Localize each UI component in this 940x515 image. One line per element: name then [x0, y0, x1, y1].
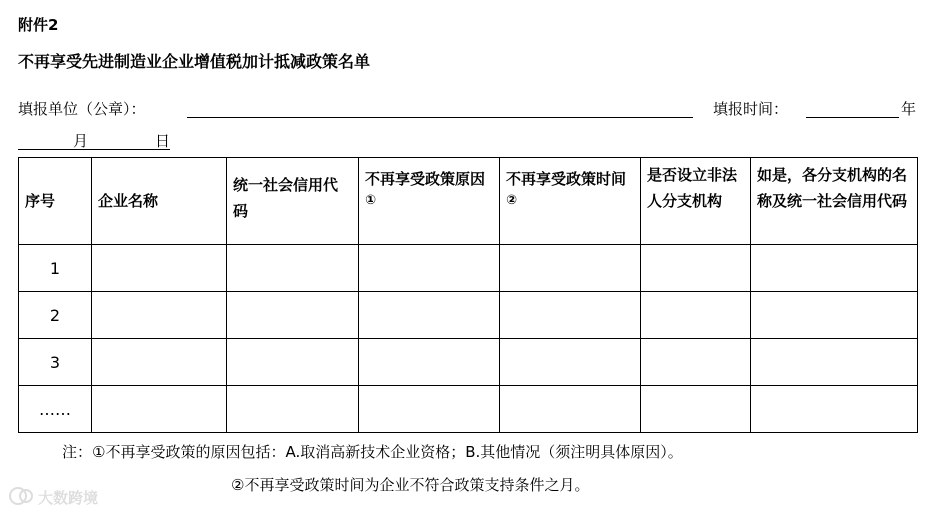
cell-reason[interactable] [359, 292, 500, 339]
cell-time[interactable] [500, 339, 641, 386]
cell-credit-code[interactable] [227, 245, 359, 292]
header-serial-label: 序号 [25, 192, 56, 210]
cell-branch-detail[interactable] [751, 292, 918, 339]
cell-reason[interactable] [359, 245, 500, 292]
watermark [8, 484, 128, 508]
cell-time[interactable] [500, 386, 641, 433]
watermark-text: 大数跨境 [38, 489, 99, 507]
cell-branch-detail[interactable] [751, 245, 918, 292]
cell-branch[interactable] [641, 245, 751, 292]
day-unit: 日 [155, 132, 171, 150]
table-header-row [19, 158, 918, 245]
cell-time[interactable] [500, 292, 641, 339]
cell-branch-detail[interactable] [751, 386, 918, 433]
time-label: 填报时间： [713, 100, 789, 118]
row-index: 1 [19, 245, 92, 292]
cell-branch[interactable] [641, 292, 751, 339]
header-branch-label: 是否设立非法人分支机构 [647, 166, 738, 210]
cell-branch[interactable] [641, 339, 751, 386]
row-index: 2 [19, 292, 92, 339]
header-time [500, 158, 641, 245]
row-index: 3 [19, 339, 92, 386]
cell-reason[interactable] [359, 386, 500, 433]
header-branch-detail [751, 158, 918, 245]
cell-company-name[interactable] [92, 292, 227, 339]
header-serial [19, 158, 92, 245]
cell-credit-code[interactable] [227, 292, 359, 339]
row-index: …… [19, 386, 92, 433]
cell-company-name[interactable] [92, 339, 227, 386]
header-company-name [92, 158, 227, 245]
month-unit: 月 [73, 132, 89, 150]
filler-blank[interactable] [187, 117, 693, 118]
header-time-label: 不再享受政策时间 [506, 170, 627, 188]
header-reason-label: 不再享受政策原因 [365, 170, 486, 188]
header-branch-detail-label: 如是，各分支机构的名称及统一社会信用代码 [757, 166, 908, 210]
header-credit-code-label: 统一社会信用代码 [233, 176, 339, 220]
table-row [19, 245, 918, 292]
policy-table [18, 157, 918, 433]
footnote-2-marker: ② [506, 193, 518, 208]
cell-company-name[interactable] [92, 245, 227, 292]
table-row [19, 386, 918, 433]
header-reason [359, 158, 500, 245]
year-unit: 年 [901, 100, 917, 118]
year-blank[interactable] [806, 117, 899, 118]
note-1: 注：①不再享受政策的原因包括：A.取消高新技术企业资格；B.其他情况（须注明具体原因）。 [62, 443, 683, 461]
note-2: ②不再享受政策时间为企业不符合政策支持条件之月。 [231, 476, 590, 494]
document-title: 不再享受先进制造业企业增值税加计抵减政策名单 [18, 52, 371, 71]
month-blank[interactable] [18, 149, 170, 150]
cell-company-name[interactable] [92, 386, 227, 433]
table-row [19, 292, 918, 339]
cell-reason[interactable] [359, 339, 500, 386]
table-row [19, 339, 918, 386]
filler-label: 填报单位（公章）： [18, 100, 146, 118]
header-branch [641, 158, 751, 245]
cell-credit-code[interactable] [227, 339, 359, 386]
header-company-name-label: 企业名称 [98, 192, 159, 210]
cell-branch-detail[interactable] [751, 339, 918, 386]
cell-branch[interactable] [641, 386, 751, 433]
attachment-label: 附件2 [18, 16, 59, 34]
footnote-1-marker: ① [365, 193, 377, 208]
cell-time[interactable] [500, 245, 641, 292]
watermark-logo-icon [8, 484, 36, 508]
header-credit-code [227, 158, 359, 245]
cell-credit-code[interactable] [227, 386, 359, 433]
